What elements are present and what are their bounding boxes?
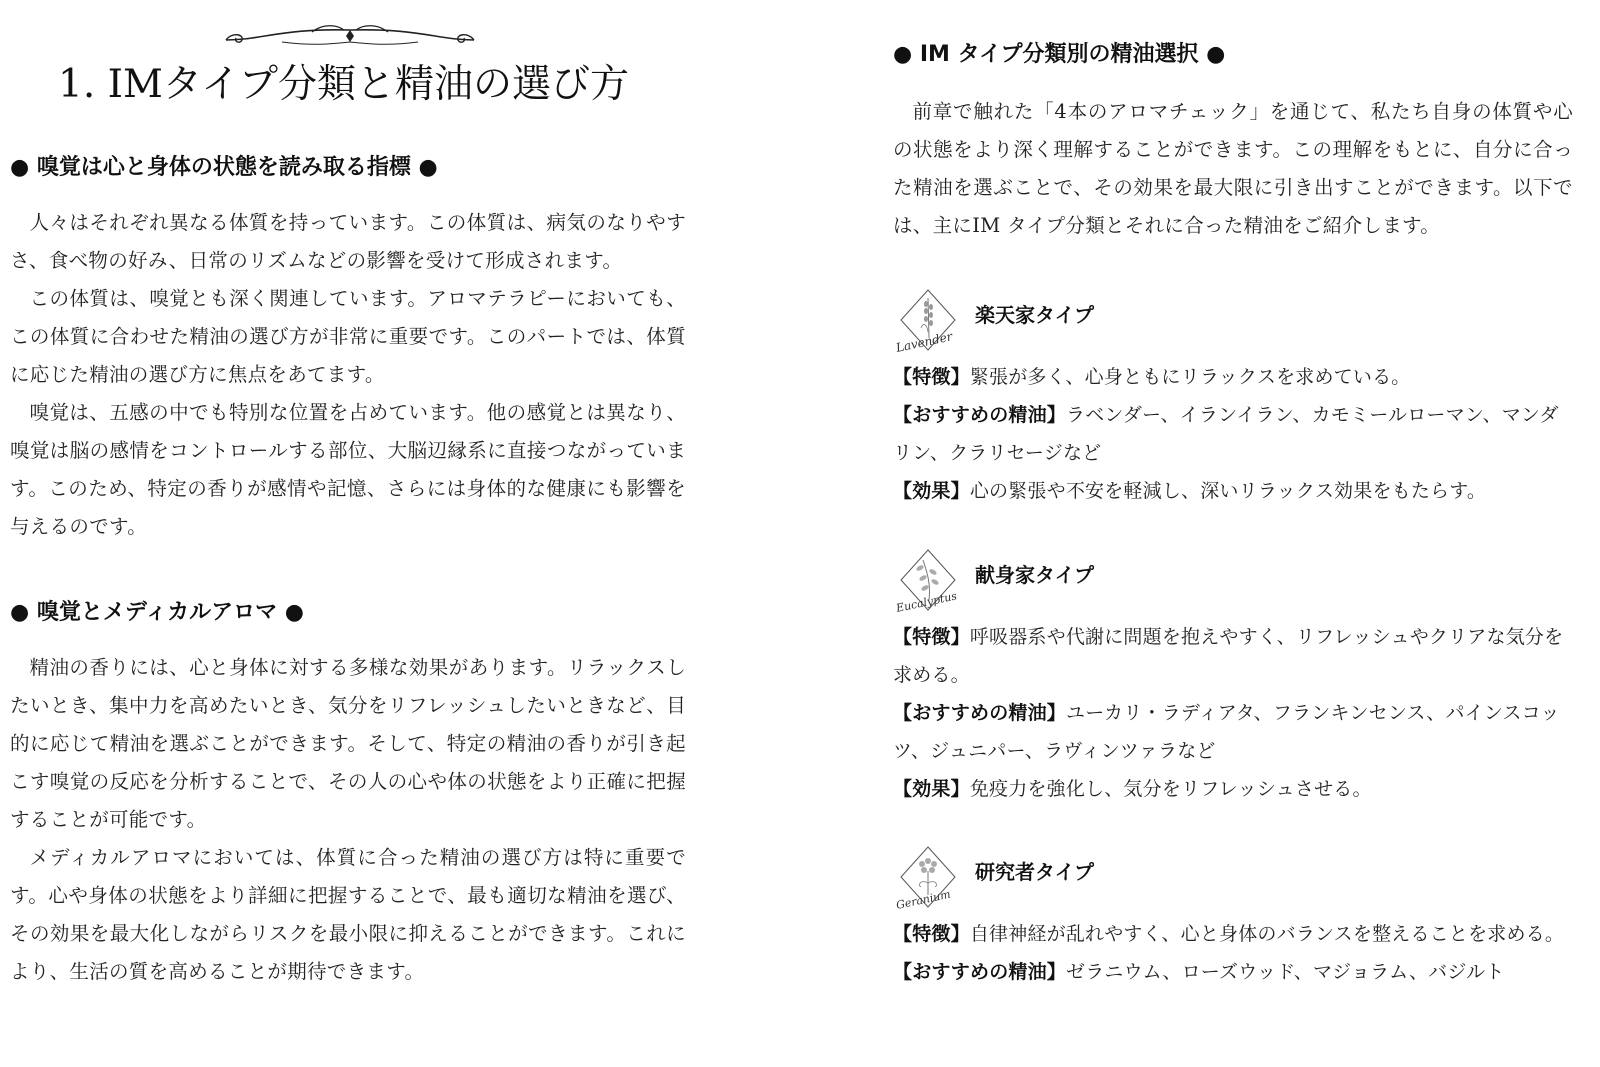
oils-row: [893, 694, 1573, 770]
row-label: 【効果】: [893, 778, 970, 800]
row-text: 心の緊張や不安を軽減し、深いリラックス効果をもたらす。: [969, 480, 1487, 502]
row-text: ラベンダー、イランイラン、カモミールローマン、マンダリン、クラリセージなど: [893, 404, 1559, 464]
geranium-icon: [893, 845, 963, 915]
row-label: 【おすすめの精油】: [893, 702, 1066, 724]
row-text: ユーカリ・ラディアタ、フランキンセンス、パインスコッツ、ジュニパー、ラヴィンツァラなど: [893, 702, 1560, 762]
section1-body: [10, 204, 686, 546]
paragraph: 嗅覚は、五感の中でも特別な位置を占めています。他の感覚とは異なり、嗅覚は脳の感情をコントロールする部位、大脳辺縁系に直接つながっています。このため、特定の香りが感情や記憶、さらには身体的な健康にも影響を与えるのです。: [10, 401, 686, 538]
intro-body: [893, 93, 1573, 245]
chapter-title: 1. IMタイプ分類と精油の選び方: [58, 62, 629, 107]
row-label: 【効果】: [893, 480, 970, 502]
oils-row: [893, 396, 1573, 472]
row-label: 【特徴】: [893, 366, 970, 388]
row-text: ゼラニウム、ローズウッド、マジョラム、バジルト: [1066, 961, 1505, 983]
paragraph: 前章で触れた「4本のアロマチェック」を通じて、私たち自身の体質や心の状態をより深く理解することができます。この理解をもとに、自分に合った精油を選ぶことで、その効果を最大限に引き出すことができます。以下では、主にIM タイプ分類とそれに合った精油をご紹介します。: [893, 100, 1573, 237]
section2-body: [10, 649, 686, 991]
row-text: 緊張が多く、心身ともにリラックスを求めている。: [969, 366, 1411, 388]
svg-text:Eucalyptus: Eucalyptus: [894, 589, 959, 615]
feature-row: [893, 915, 1573, 953]
paragraph: メディカルアロマにおいては、体質に合った精油の選び方は特に重要です。心や身体の状態をより詳細に把握することで、最も適切な精油を選び、その効果を最大化しながらリスクを最小限に抑えることができます。これにより、生活の質を高めることが期待できます。: [10, 846, 686, 983]
oils-row: [893, 953, 1573, 991]
type-header: [893, 288, 1573, 358]
row-label: 【特徴】: [893, 923, 970, 945]
type-block-devoted: [893, 548, 1573, 808]
type-name: 楽天家タイプ: [975, 303, 1094, 327]
svg-text:Geranium: Geranium: [894, 887, 952, 912]
type-details: [893, 915, 1573, 991]
paragraph: 精油の香りには、心と身体に対する多様な効果があります。リラックスしたいとき、集中力を高めたいとき、気分をリフレッシュしたいときなど、目的に応じて精油を選ぶことができます。そして、特定の精油の香りが引き起こす嗅覚の反応を分析することで、その人の心や体の状態をより正確に把握することが可能です。: [10, 656, 686, 831]
section-heading-olfaction-indicator: ● 嗅覚は心と身体の状態を読み取る指標 ●: [10, 155, 438, 180]
type-details: [893, 618, 1573, 808]
type-details: [893, 358, 1573, 510]
svg-text:Lavender: Lavender: [894, 329, 954, 355]
row-text: 自律神経が乱れやすく、心と身体のバランスを整えることを求める。: [969, 923, 1565, 945]
effect-row: [893, 472, 1573, 510]
paragraph: この体質は、嗅覚とも深く関連しています。アロマテラピーにおいても、この体質に合わせた精油の選び方が非常に重要です。このパートでは、体質に応じた精油の選び方に焦点をあてます。: [10, 287, 686, 386]
paragraph: 人々はそれぞれ異なる体質を持っています。この体質は、病気のなりやすさ、食べ物の好み、日常のリズムなどの影響を受けて形成されます。: [10, 211, 686, 272]
row-text: 免疫力を強化し、気分をリフレッシュさせる。: [969, 778, 1372, 800]
feature-row: [893, 618, 1573, 694]
effect-row: [893, 770, 1573, 808]
lavender-icon: [893, 288, 963, 358]
type-block-optimist: [893, 288, 1573, 510]
type-name: 研究者タイプ: [975, 860, 1094, 884]
type-header: [893, 845, 1573, 915]
title-ornament-icon: [222, 22, 478, 48]
section-heading-im-type-selection: ● IM タイプ分類別の精油選択 ●: [893, 42, 1226, 67]
section-heading-medical-aroma: ● 嗅覚とメディカルアロマ ●: [10, 600, 304, 625]
type-block-researcher: [893, 845, 1573, 991]
row-label: 【特徴】: [893, 626, 970, 648]
row-label: 【おすすめの精油】: [893, 961, 1066, 983]
eucalyptus-icon: [893, 548, 963, 618]
row-text: 呼吸器系や代謝に問題を抱えやすく、リフレッシュやクリアな気分を求める。: [893, 626, 1564, 686]
type-header: [893, 548, 1573, 618]
feature-row: [893, 358, 1573, 396]
type-name: 献身家タイプ: [975, 563, 1094, 587]
row-label: 【おすすめの精油】: [893, 404, 1066, 426]
